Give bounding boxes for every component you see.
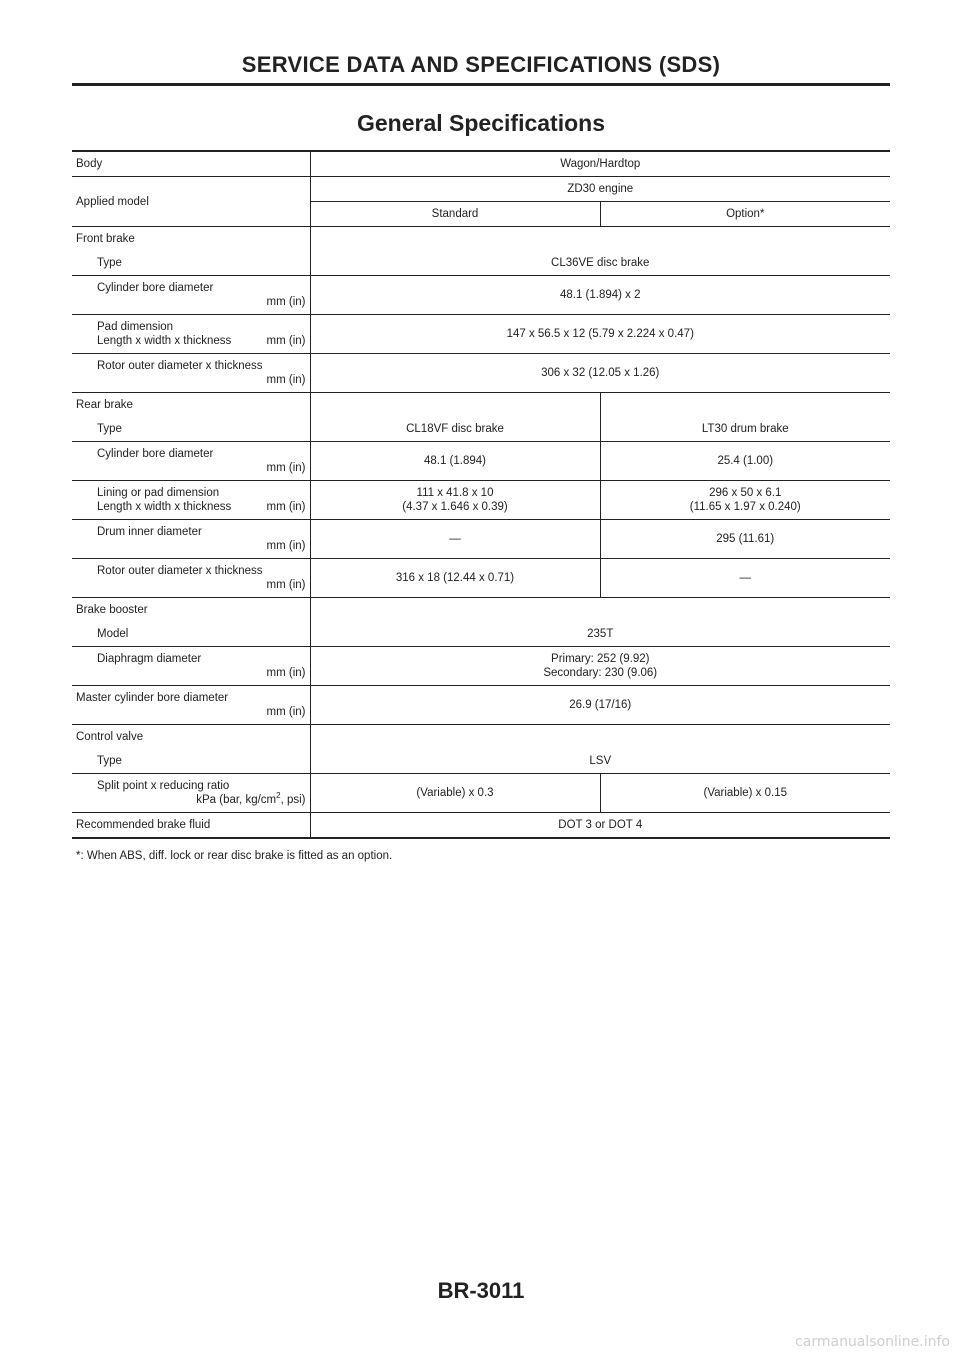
table-row-booster-diaphragm (72, 647, 890, 686)
table-row-rear-drum (72, 520, 890, 559)
booster-model-value: 235T (310, 622, 890, 647)
rear-cyl-option: 25.4 (1.00) (600, 442, 890, 481)
rear-rotor-label: Rotor outer diameter x thickness (97, 565, 263, 577)
diaphragm-unit: mm (in) (266, 667, 306, 679)
rear-lining-standard-1: 111 x 41.8 x 10 (416, 487, 494, 499)
general-specifications-table (72, 150, 890, 839)
brake-fluid-value: DOT 3 or DOT 4 (310, 813, 890, 839)
split-standard: (Variable) x 0.3 (310, 774, 600, 813)
front-rotor-unit: mm (in) (266, 374, 306, 386)
front-brake-label: Front brake (76, 233, 135, 245)
rear-cyl-label: Cylinder bore diameter (97, 448, 214, 460)
body-label: Body (72, 151, 310, 177)
table-row-master-cylinder (72, 686, 890, 725)
control-valve-type-label: Type (72, 749, 310, 774)
table-row-rear-rotor (72, 559, 890, 598)
applied-model-engine: ZD30 engine (310, 177, 890, 202)
table-row-applied-model (72, 177, 890, 202)
rear-lining-unit: mm (in) (266, 501, 306, 513)
rear-drum-standard: — (310, 520, 600, 559)
header-divider (72, 83, 890, 86)
rear-rotor-standard: 316 x 18 (12.44 x 0.71) (310, 559, 600, 598)
table-row-control-valve-group (72, 725, 890, 750)
front-pad-unit: mm (in) (266, 335, 306, 347)
rear-type-label: Type (72, 417, 310, 442)
section-title: General Specifications (357, 110, 605, 136)
rear-rotor-option: — (600, 559, 890, 598)
table-row-rear-type (72, 417, 890, 442)
front-pad-label: Pad dimension (97, 321, 174, 333)
front-rotor-value: 306 x 32 (12.05 x 1.26) (310, 354, 890, 393)
table-row-rear-lining (72, 481, 890, 520)
rear-lining-label-2: Length x width x thickness (97, 501, 232, 513)
master-cyl-unit: mm (in) (266, 706, 306, 718)
front-pad-value: 147 x 56.5 x 12 (5.79 x 2.224 x 0.47) (310, 315, 890, 354)
rear-drum-option: 295 (11.61) (600, 520, 890, 559)
rear-rotor-unit: mm (in) (266, 579, 306, 591)
front-cyl-value: 48.1 (1.894) x 2 (310, 276, 890, 315)
page-header-title: SERVICE DATA AND SPECIFICATIONS (SDS) (241, 52, 721, 77)
rear-lining-standard-2: (4.37 x 1.646 x 0.39) (402, 501, 508, 513)
rear-cyl-standard: 48.1 (1.894) (310, 442, 600, 481)
brake-fluid-label: Recommended brake fluid (76, 819, 211, 831)
front-pad-label-2: Length x width x thickness (97, 335, 232, 347)
rear-drum-label: Drum inner diameter (97, 526, 202, 538)
rear-cyl-unit: mm (in) (266, 462, 306, 474)
front-cyl-label: Cylinder bore diameter (97, 282, 214, 294)
rear-drum-unit: mm (in) (266, 540, 306, 552)
control-valve-type-value: LSV (310, 749, 890, 774)
page-number: BR-3011 (437, 1278, 525, 1303)
diaphragm-value-2: Secondary: 230 (9.06) (543, 667, 658, 679)
body-value: Wagon/Hardtop (310, 151, 890, 177)
table-row-front-cylinder (72, 276, 890, 315)
table-row-control-valve-type (72, 749, 890, 774)
front-cyl-unit: mm (in) (266, 296, 306, 308)
table-row-front-rotor (72, 354, 890, 393)
control-valve-label: Control valve (76, 731, 144, 743)
master-cyl-label: Master cylinder bore diameter (76, 692, 229, 704)
split-unit: kPa (bar, $kg/cm^2$, psi) (196, 791, 306, 806)
front-rotor-label: Rotor outer diameter x thickness (97, 360, 263, 372)
table-row-brake-fluid (72, 813, 890, 839)
rear-brake-label: Rear brake (76, 399, 133, 411)
rear-type-standard: CL18VF disc brake (310, 417, 600, 442)
table-row-rear-brake-group (72, 393, 890, 418)
table-row-booster-group (72, 598, 890, 623)
diaphragm-label: Diaphragm diameter (97, 653, 202, 665)
rear-lining-label: Lining or pad dimension (97, 487, 220, 499)
option-header: Option* (600, 202, 890, 227)
front-type-value: CL36VE disc brake (310, 251, 890, 276)
front-type-label: Type (72, 251, 310, 276)
table-row-body (72, 151, 890, 177)
booster-model-label: Model (72, 622, 310, 647)
rear-lining-option-2: (11.65 x 1.97 x 0.240) (689, 501, 801, 513)
footnote: *: When ABS, diff. lock or rear disc brake is fitted as an option. (76, 850, 393, 862)
table-row-front-type (72, 251, 890, 276)
table-row-booster-model (72, 622, 890, 647)
table-row-split-point (72, 774, 890, 813)
booster-label: Brake booster (76, 604, 148, 616)
standard-header: Standard (310, 202, 600, 227)
master-cyl-value: 26.9 (17/16) (310, 686, 890, 725)
split-label: Split point x reducing ratio (97, 780, 230, 792)
diaphragm-value-1: Primary: 252 (9.92) (551, 653, 650, 665)
watermark: carmanualsonline.info (795, 1334, 950, 1350)
table-row-rear-cylinder (72, 442, 890, 481)
table-row-front-pad (72, 315, 890, 354)
applied-model-label: Applied model (72, 177, 310, 227)
table-row-front-brake-group (72, 227, 890, 252)
split-option: (Variable) x 0.15 (600, 774, 890, 813)
rear-type-option: LT30 drum brake (600, 417, 890, 442)
rear-lining-option-1: 296 x 50 x 6.1 (709, 487, 782, 499)
